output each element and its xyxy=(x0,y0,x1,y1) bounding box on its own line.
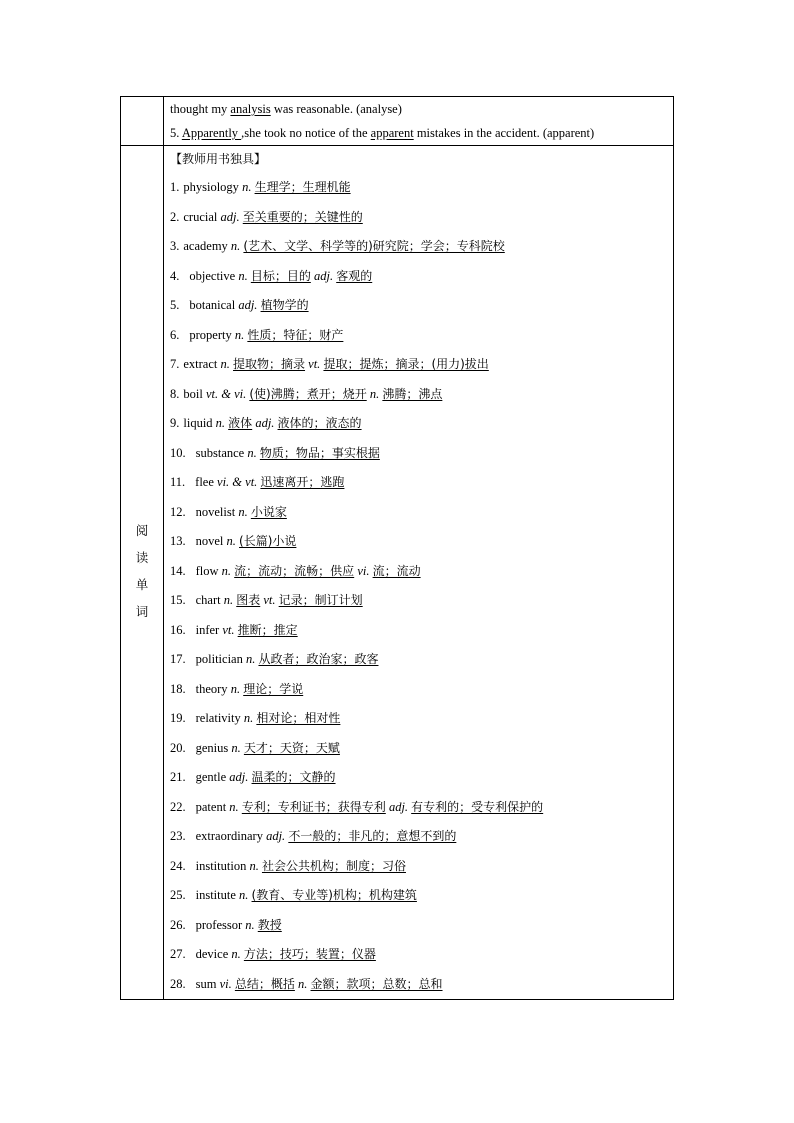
entry-meaning: 推断；推定 xyxy=(237,622,298,637)
part-of-speech: n. xyxy=(239,888,249,902)
vocabulary-entry xyxy=(170,793,669,823)
section-label-char: 单 xyxy=(135,577,149,592)
entry-number: 27. xyxy=(170,947,186,961)
entry-word: novelist xyxy=(195,504,236,519)
entry-meaning: 金额；款项；总数；总和 xyxy=(310,976,443,991)
part-of-speech: n. xyxy=(229,799,239,814)
entry-number: 21. xyxy=(170,770,186,784)
exercise-number: 5. xyxy=(170,126,182,140)
entry-number: 24. xyxy=(170,858,186,873)
vocabulary-entry xyxy=(170,970,669,1000)
entry-number: 3. xyxy=(170,239,180,253)
vocabulary-entry xyxy=(170,468,669,498)
entry-meaning: 专利；专利证书；获得专利 xyxy=(241,799,386,814)
vocabulary-entry xyxy=(170,734,669,764)
part-of-speech: vi. & vt. xyxy=(217,475,258,489)
part-of-speech: n. xyxy=(231,947,241,961)
part-of-speech: n. xyxy=(238,268,248,283)
part-of-speech: n. xyxy=(230,681,241,696)
vocabulary-entry xyxy=(170,704,669,734)
entry-meaning: 温柔的；文静的 xyxy=(251,770,336,784)
entry-word: patent xyxy=(195,799,227,814)
entry-meaning: 方法；技巧；装置；仪器 xyxy=(243,947,376,961)
part-of-speech: adj. xyxy=(313,268,334,283)
exercise-text: thought my xyxy=(170,102,231,116)
entry-number: 26. xyxy=(170,917,186,932)
entry-number: 19. xyxy=(170,711,186,725)
vocabulary-entry xyxy=(170,350,669,380)
part-of-speech: n. xyxy=(298,976,308,991)
entry-number: 2. xyxy=(170,209,180,224)
entry-word: sum xyxy=(195,976,217,991)
entry-word: substance xyxy=(195,445,245,460)
part-of-speech: n. xyxy=(223,593,234,607)
part-of-speech: adj. xyxy=(220,209,240,224)
vocabulary-entry xyxy=(170,852,669,882)
entry-number: 22. xyxy=(170,799,186,814)
entry-word: gentle xyxy=(195,770,227,784)
entry-meaning: 教授 xyxy=(257,917,282,932)
entry-meaning: 相对论；相对性 xyxy=(256,711,341,725)
entry-number: 10. xyxy=(170,445,186,460)
vocabulary-entry xyxy=(170,822,669,852)
entry-meaning: 记录；制订计划 xyxy=(278,593,363,607)
part-of-speech: vt. xyxy=(308,357,321,371)
part-of-speech: n. xyxy=(242,180,252,194)
exercise-line-5 xyxy=(170,121,669,145)
entry-meaning: 目标；目的 xyxy=(250,268,311,283)
entry-meaning: 总结；概括 xyxy=(234,976,295,991)
part-of-speech: n. xyxy=(243,711,254,725)
vocabulary-entry xyxy=(170,527,669,557)
entry-number: 13. xyxy=(170,534,186,548)
entry-meaning: 有专利的；受专利保护的 xyxy=(411,799,544,814)
entry-meaning: 图表 xyxy=(236,593,261,607)
entry-word: institution xyxy=(195,858,247,873)
vocabulary-entry xyxy=(170,439,669,469)
entry-meaning: 社会公共机构；制度；习俗 xyxy=(261,858,406,873)
entry-word: crucial xyxy=(183,209,218,224)
entry-number: 20. xyxy=(170,740,186,755)
entry-word: botanical xyxy=(189,298,236,312)
entry-meaning: 植物学的 xyxy=(260,298,309,312)
entry-word: novel xyxy=(195,534,224,548)
entry-word: flee xyxy=(195,475,214,489)
entry-meaning: 沸腾；沸点 xyxy=(382,386,443,401)
entry-meaning: 理论；学说 xyxy=(243,681,304,696)
entry-word: professor xyxy=(195,917,243,932)
vocabulary-entry xyxy=(170,940,669,970)
entry-word: extract xyxy=(183,357,218,371)
part-of-speech: adj. xyxy=(255,416,275,430)
entry-word: politician xyxy=(195,652,243,666)
vocabulary-entry xyxy=(170,232,669,262)
entry-meaning: 不一般的；非凡的；意想不到的 xyxy=(288,829,457,843)
entry-meaning: (使)沸腾；煮开；烧开 xyxy=(249,386,367,401)
entry-meaning: 提取物；摘录 xyxy=(233,357,306,371)
vocabulary-entry xyxy=(170,911,669,941)
part-of-speech: adj. xyxy=(229,770,249,784)
entry-meaning: 天才；天资；天赋 xyxy=(243,740,340,755)
entry-meaning: 小说家 xyxy=(250,504,287,519)
part-of-speech: n. xyxy=(369,386,380,401)
entry-number: 9. xyxy=(170,416,180,430)
exercise-text: was reasonable. (analyse) xyxy=(270,102,402,116)
part-of-speech: n. xyxy=(231,740,241,755)
part-of-speech: n. xyxy=(249,858,259,873)
exercise-answer: analysis xyxy=(230,102,271,116)
entry-number: 28. xyxy=(170,976,186,991)
entry-meaning: 提取；提炼；摘录；(用力)拔出 xyxy=(323,357,489,371)
entry-number: 12. xyxy=(170,504,186,519)
entry-number: 18. xyxy=(170,681,186,696)
part-of-speech: n. xyxy=(238,504,248,519)
teacher-book-header: 【教师用书独具】 xyxy=(170,152,267,166)
vocabulary-entry xyxy=(170,586,669,616)
part-of-speech: n. xyxy=(234,327,245,342)
entry-number: 5. xyxy=(170,298,180,312)
entry-word: chart xyxy=(195,593,221,607)
entry-number: 14. xyxy=(170,563,186,578)
entry-number: 23. xyxy=(170,829,186,843)
entry-number: 6. xyxy=(170,327,180,342)
exercise-line-4 xyxy=(170,97,669,121)
vocabulary-entry xyxy=(170,291,669,321)
vocabulary-entry xyxy=(170,262,669,292)
entry-word: physiology xyxy=(183,180,239,194)
exercise-answer: Apparently xyxy=(181,126,242,140)
vocabulary-entry xyxy=(170,675,669,705)
entry-word: objective xyxy=(189,268,236,283)
entry-number: 17. xyxy=(170,652,186,666)
vocabulary-entry xyxy=(170,763,669,793)
entry-word: property xyxy=(189,327,232,342)
section-label-char: 词 xyxy=(135,604,149,619)
entry-word: device xyxy=(195,947,229,961)
entry-number: 1. xyxy=(170,180,180,194)
entry-meaning: 液体的；液态的 xyxy=(277,416,362,430)
vocabulary-table xyxy=(120,96,674,1000)
entry-meaning: 物质；物品；事实根据 xyxy=(259,445,380,460)
entry-meaning: 至关重要的；关键性的 xyxy=(242,209,363,224)
entry-meaning: 迅速离开；逃跑 xyxy=(260,475,345,489)
part-of-speech: adj. xyxy=(266,829,286,843)
part-of-speech: vt. & vi. xyxy=(205,386,247,401)
exercise-answer: apparent xyxy=(370,126,414,140)
entry-meaning: 性质；特征；财产 xyxy=(247,327,344,342)
entry-word: extraordinary xyxy=(195,829,263,843)
entry-number: 8. xyxy=(170,386,180,401)
vocabulary-entry xyxy=(170,645,669,675)
entry-word: boil xyxy=(183,386,203,401)
section-label-char: 阅 xyxy=(135,523,149,538)
section-label-reading-vocabulary xyxy=(121,517,163,625)
part-of-speech: n. xyxy=(220,357,230,371)
previous-exercise-cell xyxy=(170,97,669,145)
entry-number: 11. xyxy=(170,475,186,489)
vocabulary-entry xyxy=(170,409,669,439)
entry-word: flow xyxy=(195,563,219,578)
vocabulary-list xyxy=(170,149,669,999)
entry-number: 7. xyxy=(170,357,180,371)
entry-meaning: (艺术、文学、科学等的)研究院；学会；专科院校 xyxy=(243,239,505,253)
entry-word: theory xyxy=(195,681,228,696)
entry-number: 15. xyxy=(170,593,186,607)
column-divider xyxy=(163,97,164,999)
entry-meaning: (教育、专业等)机构；机构建筑 xyxy=(251,888,417,902)
vocabulary-entry xyxy=(170,498,669,528)
part-of-speech: n. xyxy=(215,416,226,430)
entry-meaning: 液体 xyxy=(228,416,253,430)
vocabulary-entry xyxy=(170,203,669,233)
part-of-speech: vi. xyxy=(357,563,370,578)
part-of-speech: n. xyxy=(226,534,236,548)
entry-word: liquid xyxy=(183,416,213,430)
vocabulary-entry xyxy=(170,616,669,646)
vocabulary-entry xyxy=(170,881,669,911)
vocabulary-entry xyxy=(170,321,669,351)
row-divider xyxy=(121,145,673,146)
part-of-speech: n. xyxy=(230,239,241,253)
part-of-speech: vi. xyxy=(219,976,232,991)
entry-number: 25. xyxy=(170,888,186,902)
vocabulary-entry xyxy=(170,173,669,203)
entry-number: 16. xyxy=(170,622,186,637)
entry-meaning: 从政者；政治家；政客 xyxy=(258,652,379,666)
entry-word: genius xyxy=(195,740,229,755)
entry-meaning: 生理学；生理机能 xyxy=(254,180,351,194)
entry-word: institute xyxy=(195,888,236,902)
entry-word: academy xyxy=(183,239,228,253)
exercise-text: mistakes in the accident. (apparent) xyxy=(413,126,595,140)
entry-word: infer xyxy=(195,622,220,637)
exercise-text: ,she took no notice of the xyxy=(241,126,371,140)
entry-number: 4. xyxy=(170,268,180,283)
part-of-speech: adj. xyxy=(238,298,258,312)
vocabulary-entry xyxy=(170,380,669,410)
entry-meaning: 流；流动；流畅；供应 xyxy=(234,563,355,578)
entry-meaning: 流；流动 xyxy=(372,563,421,578)
part-of-speech: vt. xyxy=(263,593,276,607)
entry-word: relativity xyxy=(195,711,241,725)
part-of-speech: vt. xyxy=(222,622,235,637)
part-of-speech: n. xyxy=(247,445,257,460)
vocabulary-entry xyxy=(170,557,669,587)
part-of-speech: n. xyxy=(245,917,255,932)
part-of-speech: n. xyxy=(245,652,256,666)
entry-meaning: 客观的 xyxy=(336,268,373,283)
section-label-char: 读 xyxy=(135,550,149,565)
entry-meaning: (长篇)小说 xyxy=(239,534,297,548)
part-of-speech: n. xyxy=(221,563,232,578)
part-of-speech: adj. xyxy=(388,799,409,814)
